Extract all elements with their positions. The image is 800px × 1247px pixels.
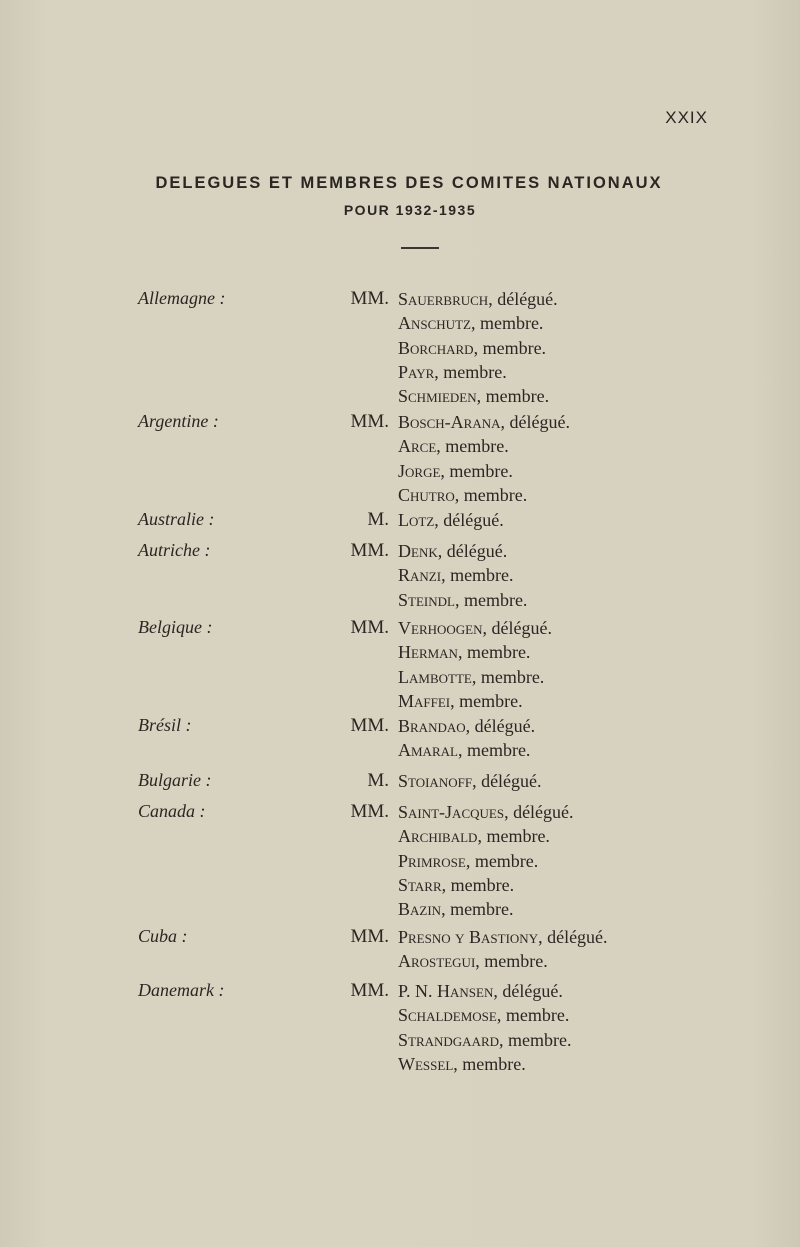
honorific: MM. — [350, 715, 389, 736]
member-list — [398, 509, 504, 533]
member-name: Presno y Bastiony — [398, 927, 539, 947]
member-name: Lambotte — [398, 666, 472, 687]
member-name: Borchard — [398, 337, 474, 358]
member-line — [398, 825, 574, 849]
member-role: , membre. — [471, 666, 545, 687]
member-line — [398, 1004, 572, 1028]
member-line — [398, 690, 552, 714]
member-line — [398, 617, 552, 641]
member-line — [398, 666, 552, 690]
member-role: , membre. — [441, 874, 515, 895]
member-list — [398, 770, 542, 794]
member-name: Denk — [398, 541, 438, 561]
honorific: MM. — [350, 411, 389, 432]
member-line — [398, 739, 535, 763]
member-role: , membre. — [441, 899, 514, 920]
member-role: , membre. — [457, 740, 531, 761]
member-name: Payr — [398, 361, 435, 382]
member-role: , membre. — [457, 642, 531, 663]
member-role: , délégué. — [493, 981, 563, 1001]
member-role: , membre. — [499, 1029, 572, 1050]
member-line — [398, 715, 535, 739]
member-role: , membre. — [476, 386, 550, 407]
member-role: , délégué. — [465, 716, 536, 736]
member-line — [398, 411, 570, 435]
member-name: Maffei — [398, 690, 451, 711]
member-list — [398, 801, 574, 922]
honorific: MM. — [350, 926, 389, 947]
member-list — [398, 288, 558, 409]
member-name: Ranzi — [398, 565, 442, 586]
member-line — [398, 540, 527, 564]
member-role: , délégué. — [437, 541, 508, 561]
member-role: , membre. — [434, 361, 507, 382]
member-role: , membre. — [454, 484, 528, 505]
member-line — [398, 385, 558, 409]
member-role: , membre. — [475, 951, 548, 972]
member-list — [398, 540, 527, 613]
member-name: Primrose — [398, 850, 466, 871]
member-name: Bosch-Arana — [398, 412, 501, 432]
page-number: XXIX — [665, 108, 708, 127]
member-line — [398, 770, 542, 794]
member-name: Jorge — [398, 460, 441, 481]
country-name: Argentine : — [138, 411, 219, 431]
member-list — [398, 411, 570, 508]
member-line — [398, 288, 558, 312]
member-name: Amaral — [398, 740, 458, 761]
member-name: P. N. Hansen — [398, 981, 494, 1001]
member-role: , membre. — [440, 460, 513, 481]
member-name: Verhoogen — [398, 618, 483, 638]
member-name: Arce — [398, 436, 437, 457]
country-name: Allemagne : — [138, 288, 226, 308]
member-role: , délégué. — [472, 771, 542, 791]
member-list — [398, 980, 572, 1077]
member-list — [398, 617, 552, 714]
honorific: MM. — [350, 980, 389, 1001]
member-line — [398, 312, 558, 336]
country-name: Danemark : — [138, 980, 225, 1000]
member-role: , membre. — [450, 690, 523, 711]
country-name: Bulgarie : — [138, 770, 212, 790]
member-line — [398, 926, 608, 950]
member-line — [398, 801, 574, 825]
member-name: Sauerbruch — [398, 289, 489, 309]
honorific: MM. — [350, 801, 389, 822]
member-line — [398, 589, 527, 613]
member-line — [398, 980, 572, 1004]
member-line — [398, 484, 570, 508]
member-name: Arostegui — [398, 951, 476, 972]
member-name: Steindl — [398, 589, 455, 610]
member-line — [398, 1053, 572, 1077]
member-role: , délégué. — [538, 927, 608, 947]
honorific: M. — [367, 509, 389, 530]
page-subtitle: POUR 1932-1935 — [343, 202, 477, 218]
member-line — [398, 337, 558, 361]
member-name: Lotz — [398, 510, 435, 530]
member-role: , membre. — [496, 1005, 570, 1026]
member-role: , membre. — [436, 436, 509, 457]
member-role: , membre. — [473, 337, 547, 358]
member-line — [398, 874, 574, 898]
member-name: Schmieden — [398, 386, 477, 407]
member-line — [398, 1029, 572, 1053]
member-list — [398, 926, 608, 975]
member-role: , délégué. — [500, 412, 570, 432]
member-name: Starr — [398, 874, 442, 895]
member-name: Bazin — [398, 899, 442, 920]
member-role: , délégué. — [504, 802, 574, 822]
member-line — [398, 950, 608, 974]
member-line — [398, 564, 527, 588]
member-line — [398, 850, 574, 874]
member-role: , membre. — [441, 565, 514, 586]
member-role: , membre. — [453, 1053, 526, 1074]
page-title: DELEGUES ET MEMBRES DES COMITES NATIONAUX — [155, 174, 663, 192]
member-line — [398, 509, 504, 533]
member-role: , membre. — [470, 313, 544, 334]
member-name: Schaldemose — [398, 1005, 497, 1026]
member-role: , délégué. — [488, 289, 558, 309]
member-name: Saint-Jacques — [398, 802, 505, 822]
member-name: Archibald — [398, 826, 478, 847]
member-name: Chutro — [398, 484, 455, 505]
member-name: Wessel — [398, 1053, 454, 1074]
honorific: MM. — [350, 288, 389, 309]
country-name: Australie : — [138, 509, 215, 529]
honorific: M. — [367, 770, 389, 791]
member-line — [398, 435, 570, 459]
member-name: Strandgaard — [398, 1029, 500, 1050]
member-role: , membre. — [477, 826, 550, 847]
member-name: Brandao — [398, 716, 466, 736]
member-list — [398, 715, 535, 764]
member-name: Stoianoff — [398, 771, 473, 791]
member-line — [398, 898, 574, 922]
member-name: Anschutz — [398, 313, 471, 334]
country-name: Brésil : — [138, 715, 192, 735]
member-line — [398, 460, 570, 484]
member-role: , délégué. — [434, 510, 504, 530]
member-role: , délégué. — [482, 618, 552, 638]
country-name: Autriche : — [138, 540, 211, 560]
member-name: Herman — [398, 642, 458, 663]
country-name: Belgique : — [138, 617, 213, 637]
country-name: Canada : — [138, 801, 206, 821]
member-role: , membre. — [465, 850, 539, 871]
honorific: MM. — [350, 540, 389, 561]
member-line — [398, 361, 558, 385]
member-role: , membre. — [454, 589, 528, 610]
honorific: MM. — [350, 617, 389, 638]
member-line — [398, 641, 552, 665]
country-name: Cuba : — [138, 926, 188, 946]
